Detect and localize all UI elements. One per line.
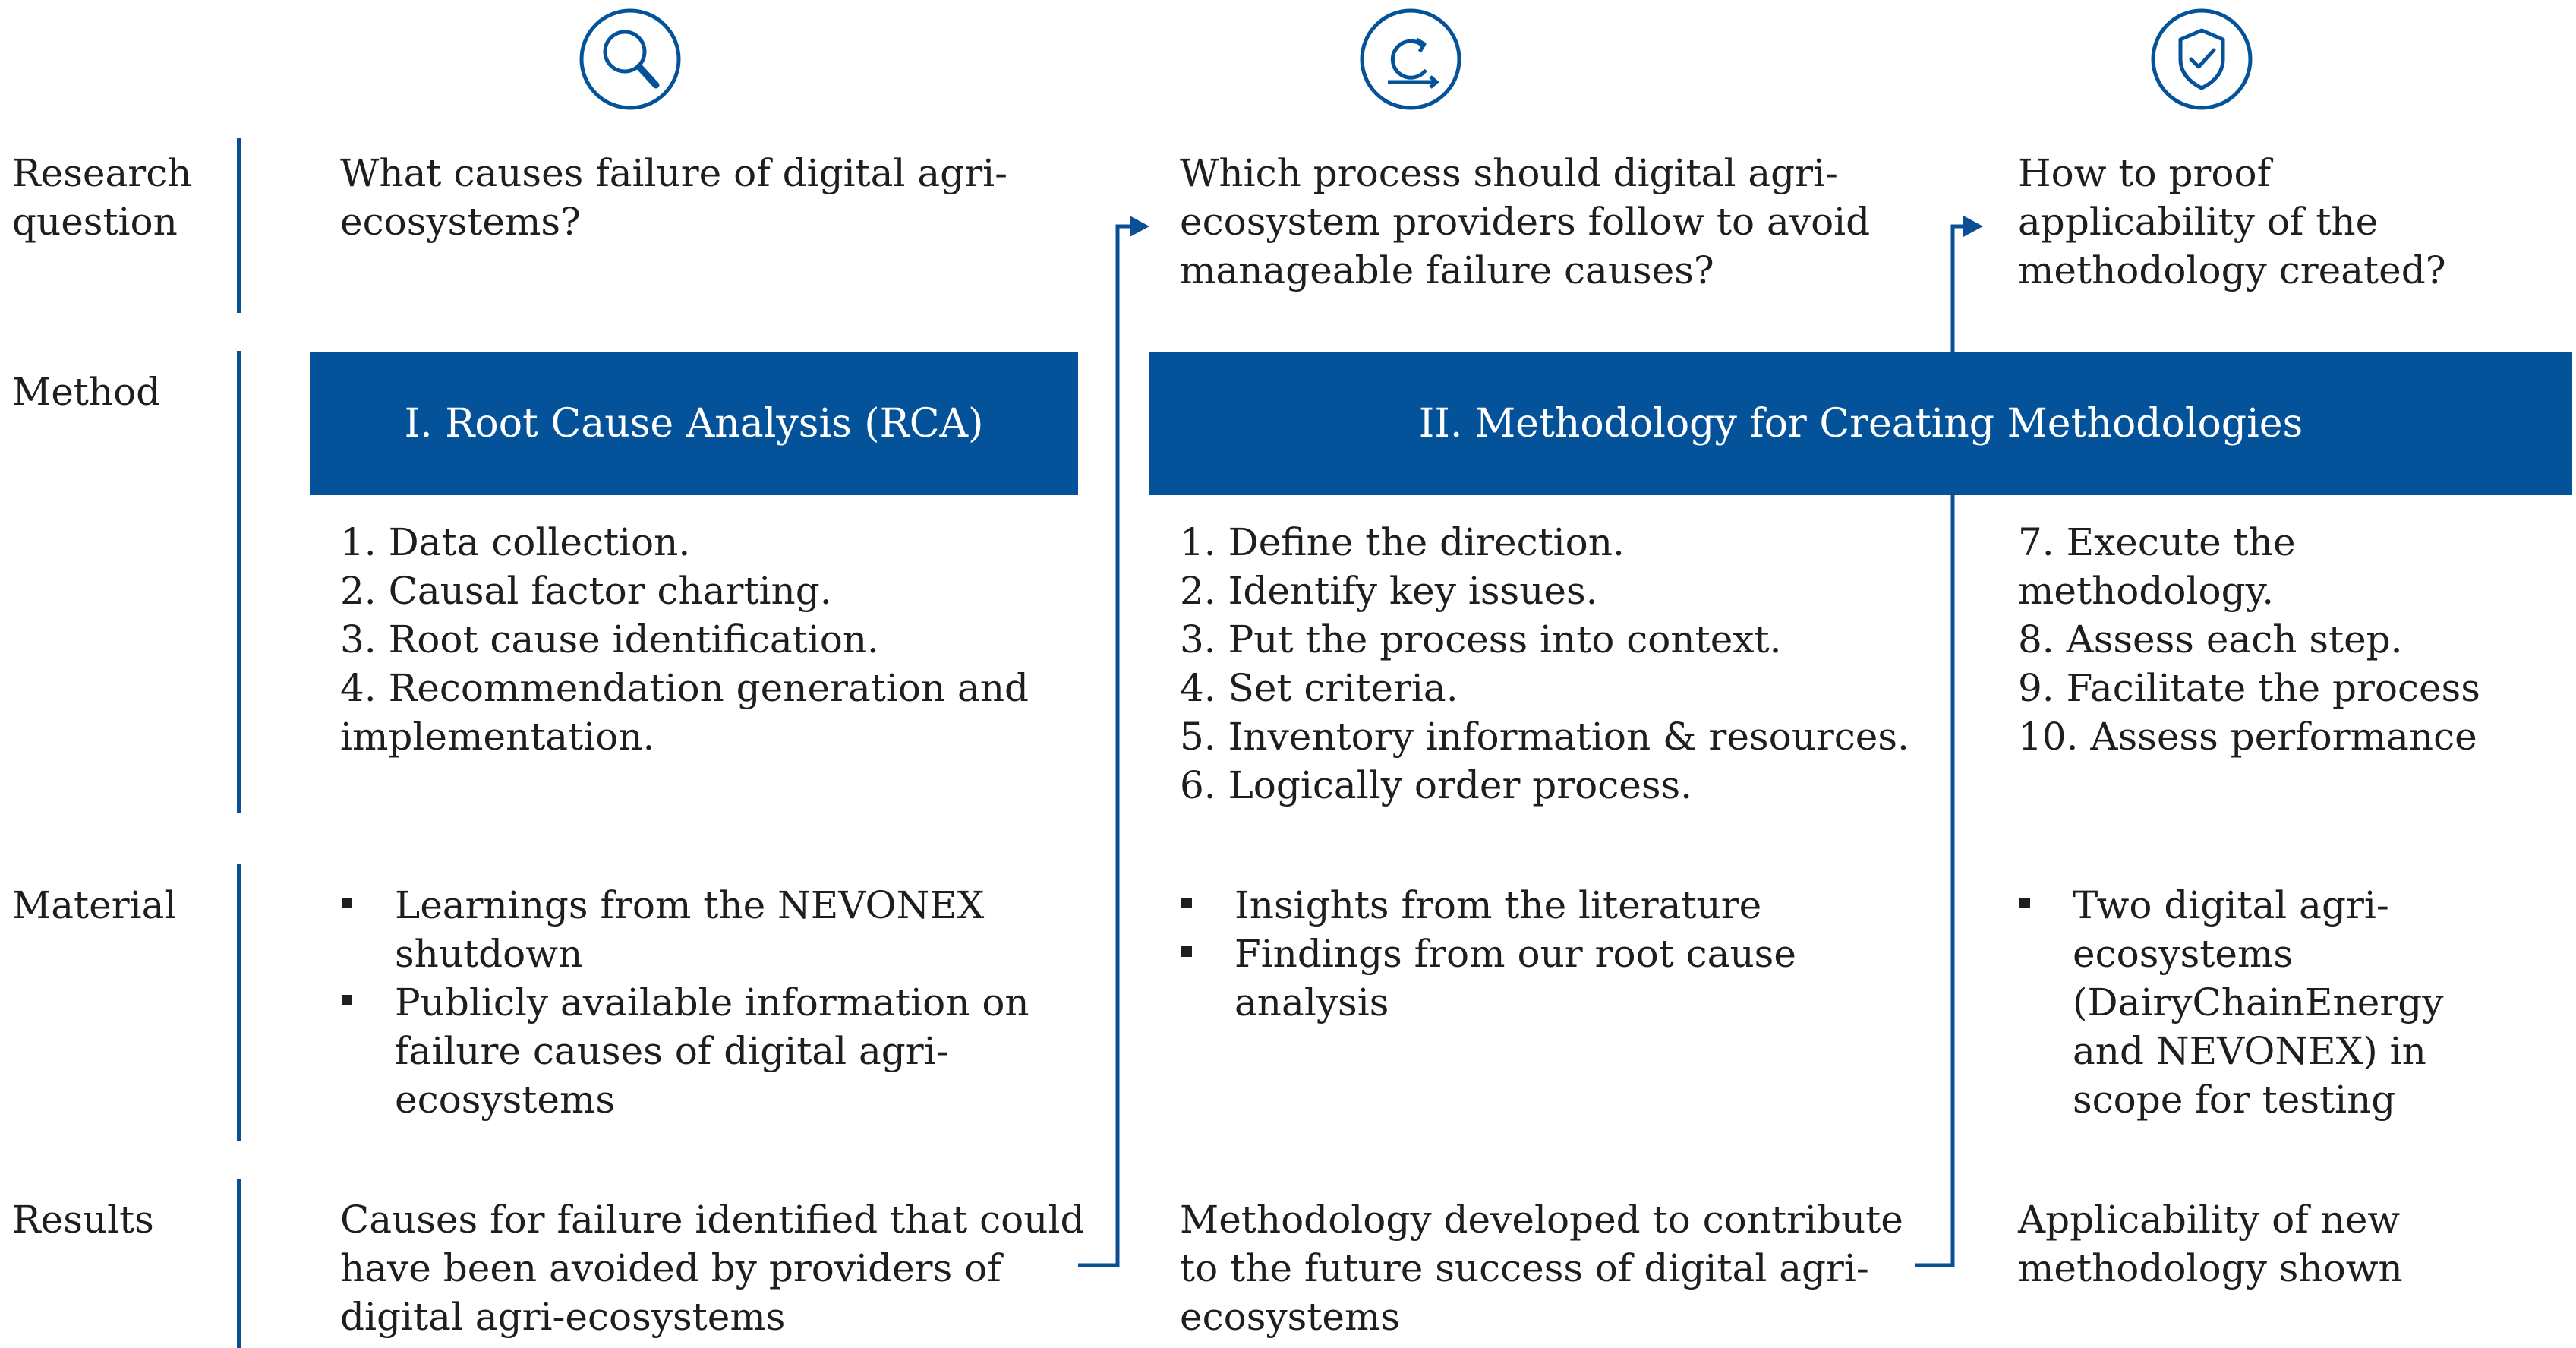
text-line: Causes for failure identified that could	[340, 1198, 1085, 1242]
method-step: 4. Recommendation generation and	[340, 666, 1029, 710]
method-steps-col3	[2018, 518, 2480, 761]
text-line: failure causes of digital agri-	[395, 1029, 949, 1073]
method-step: 9. Facilitate the process	[2018, 666, 2480, 710]
bullet-icon	[342, 995, 352, 1005]
row-label-results: Results	[12, 1198, 154, 1242]
method-step: 7. Execute the	[2018, 520, 2296, 564]
method-step: 10. Assess performance	[2018, 715, 2477, 759]
text-line: to the future success of digital agri-	[1180, 1246, 1869, 1290]
material-col1	[340, 881, 1029, 1124]
material-item	[1180, 881, 1796, 930]
text-line: Publicly available information on	[395, 980, 1029, 1024]
text-line: manageable failure causes?	[1180, 248, 1714, 292]
material-item	[340, 978, 1029, 1124]
research-question-col1	[340, 149, 1007, 246]
text-line: ecosystems	[2073, 932, 2294, 976]
text-line: digital agri-ecosystems	[340, 1295, 786, 1339]
results-col1	[340, 1195, 1084, 1341]
method-step: 1. Data collection.	[340, 520, 691, 564]
text-line: Findings from our root cause	[1234, 932, 1796, 976]
text-line: analysis	[1234, 980, 1389, 1024]
row-label-line: Research	[12, 151, 192, 195]
text-line: Applicability of new	[2018, 1198, 2401, 1242]
method-step: 3. Root cause identification.	[340, 617, 879, 661]
method-step: 4. Set criteria.	[1180, 666, 1458, 710]
text-line: Insights from the literature	[1234, 883, 1762, 927]
bullet-icon	[1181, 898, 1192, 908]
method-step: methodology.	[2018, 569, 2275, 613]
method-steps-col1	[340, 518, 1029, 761]
bullet-icon	[342, 898, 352, 908]
material-item	[340, 881, 1029, 978]
text-line: applicability of the	[2018, 200, 2379, 244]
bullet-icon	[1181, 946, 1192, 957]
material-col2	[1180, 881, 1796, 1027]
method-step: 3. Put the process into context.	[1180, 617, 1782, 661]
row-label-method: Method	[12, 370, 161, 414]
method-step: 5. Inventory information & resources.	[1180, 715, 1909, 759]
results-col3	[2018, 1195, 2403, 1293]
material-item	[2018, 881, 2443, 1124]
text-line: methodology created?	[2018, 248, 2446, 292]
text-line: Two digital agri-	[2073, 883, 2389, 927]
row-label-material: Material	[12, 883, 177, 927]
research-question-col3	[2018, 149, 2446, 295]
text-line: ecosystems	[395, 1078, 616, 1122]
text-line: Learnings from the NEVONEX	[395, 883, 985, 927]
text-line: shutdown	[395, 932, 583, 976]
method-steps-col2	[1180, 518, 1909, 810]
method-box-mcm: II. Methodology for Creating Methodologies	[1149, 352, 2572, 495]
research-question-col2	[1180, 149, 1870, 295]
text-line: have been avoided by providers of	[340, 1246, 1001, 1290]
text-line: ecosystems?	[340, 200, 581, 244]
text-line: methodology shown	[2018, 1246, 2403, 1290]
row-label-line: question	[12, 200, 178, 244]
method-step: 2. Identify key issues.	[1180, 569, 1598, 613]
text-line: Which process should digital agri-	[1180, 151, 1838, 195]
method-step: 6. Logically order process.	[1180, 763, 1693, 807]
text-line: ecosystems	[1180, 1295, 1401, 1339]
bullet-icon	[2019, 898, 2030, 908]
text-line: ecosystem providers follow to avoid	[1180, 200, 1871, 244]
material-item	[1180, 930, 1796, 1027]
method-step: 8. Assess each step.	[2018, 617, 2403, 661]
method-box-rca: I. Root Cause Analysis (RCA)	[310, 352, 1078, 495]
method-step: 2. Causal factor charting.	[340, 569, 832, 613]
text-line: Methodology developed to contribute	[1180, 1198, 1903, 1242]
text-line: What causes failure of digital agri-	[340, 151, 1007, 195]
material-col3	[2018, 881, 2443, 1124]
text-line: and NEVONEX) in	[2073, 1029, 2426, 1073]
method-step: implementation.	[340, 715, 655, 759]
text-line: How to proof	[2018, 151, 2272, 195]
method-step: 1. Define the direction.	[1180, 520, 1625, 564]
results-col2	[1180, 1195, 1903, 1341]
text-line: (DairyChainEnergy	[2073, 980, 2444, 1024]
text-line: scope for testing	[2073, 1078, 2396, 1122]
